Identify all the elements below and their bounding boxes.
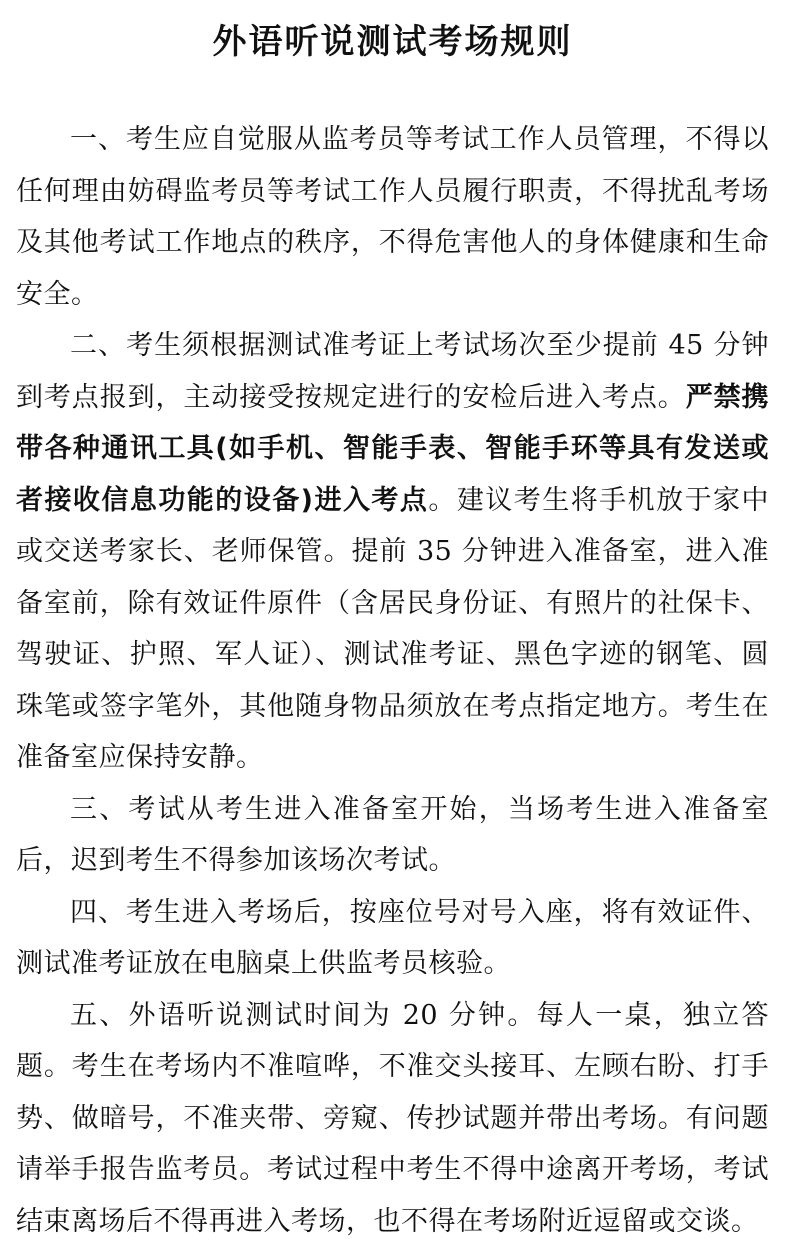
rule-2-bold-prohibition: 严禁携带各种通讯工具(如手机、智能手表、智能手环等具有发送或者接收信息功能的设备)进入考点 bbox=[16, 382, 769, 516]
rule-1-paragraph: 一、考生应自觉服从监考员等考试工作人员管理，不得以任何理由妨碍监考员等考试工作人员履行职责，不得扰乱考场及其他考试工作地点的秩序，不得危害他人的身体健康和生命安全。 bbox=[16, 114, 769, 320]
rule-3-paragraph: 三、考试从考生进入准备室开始，当场考生进入准备室后，迟到考生不得参加该场次考试。 bbox=[16, 784, 769, 887]
rule-2-text-after: 。建议考生将手机放于家中或交送考家长、老师保管。提前 35 分钟进入准备室，进入准备室前，除有效证件原件（含居民身份证、有照片的社保卡、驾驶证、护照、军人证）、测试准考证、黑色字迹的钢笔、圆珠笔或签字笔外，其他随身物品须放在考点指定地方。考生在准备室应保持安静。 bbox=[16, 485, 769, 774]
document-title: 外语听说测试考场规则 bbox=[16, 14, 769, 70]
rule-5-paragraph: 五、外语听说测试时间为 20 分钟。每人一桌，独立答题。考生在考场内不准喧哗，不准交头接耳、左顾右盼、打手势、做暗号，不准夹带、旁窥、传抄试题并带出考场。有问题请举手报告监考员。考试过程中考生不得中途离开考场，考试结束离场后不得再进入考场，也不得在考场附近逗留或交谈。 bbox=[16, 990, 769, 1247]
rule-4-paragraph: 四、考生进入考场后，按座位号对号入座，将有效证件、测试准考证放在电脑桌上供监考员核验。 bbox=[16, 887, 769, 990]
rule-2-paragraph bbox=[16, 320, 769, 784]
rule-2-text-before: 二、考生须根据测试准考证上考试场次至少提前 45 分钟到考点报到，主动接受按规定进行的安检后进入考点。 bbox=[16, 330, 769, 413]
